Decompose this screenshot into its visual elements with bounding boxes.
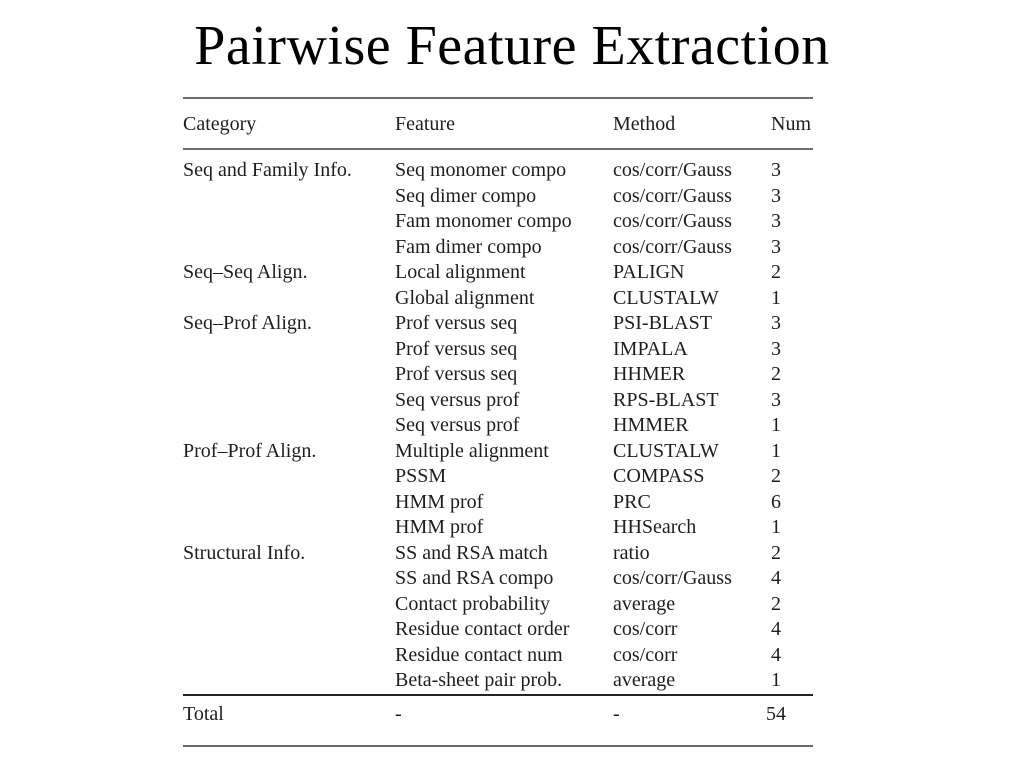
cell-num: 3: [771, 388, 781, 411]
cell-feature: Global alignment: [395, 286, 535, 309]
cell-method: COMPASS: [613, 465, 705, 487]
cell-num: 1: [771, 439, 781, 462]
cell-feature: Local alignment: [395, 261, 526, 283]
table-row: [183, 617, 813, 643]
table-row: [183, 184, 813, 210]
cell-method: cos/corr/Gauss: [613, 210, 732, 232]
cell-feature: Fam monomer compo: [395, 210, 572, 232]
cell-feature: PSSM: [395, 465, 447, 487]
table-footer: [183, 695, 813, 746]
table-row: [183, 566, 813, 592]
table-row: [183, 286, 813, 312]
cell-method: CLUSTALW: [613, 439, 719, 462]
table-body: [183, 149, 813, 695]
table-row: [183, 490, 813, 516]
cell-num: 1: [771, 414, 781, 436]
cell-num: 3: [771, 159, 781, 181]
cell-num: 3: [771, 312, 781, 334]
cell-num: 4: [771, 618, 781, 640]
cell-category: [183, 235, 395, 261]
cell-num: 1: [771, 286, 781, 309]
cell-category: [183, 515, 395, 541]
table-row: [183, 311, 813, 337]
cell-category: [183, 592, 395, 618]
cell-num: 4: [771, 643, 781, 666]
cell-method: PRC: [613, 490, 651, 513]
cell-method: PALIGN: [613, 261, 685, 283]
cell-method: HMMER: [613, 414, 689, 436]
cell-num: 1: [771, 669, 781, 691]
cell-method: HHSearch: [613, 516, 697, 538]
cell-feature: Seq dimer compo: [395, 184, 537, 207]
cell-num: 2: [771, 261, 781, 283]
col-header-method: Method: [613, 113, 676, 135]
cell-feature: Prof versus seq: [395, 363, 518, 385]
table-row: [183, 541, 813, 567]
cell-category: [183, 464, 395, 490]
cell-method: IMPALA: [613, 337, 688, 360]
cell-category: [183, 362, 395, 388]
cell-feature: Seq monomer compo: [395, 159, 567, 181]
cell-feature: Contact probability: [395, 592, 550, 615]
cell-num: 2: [771, 465, 781, 487]
cell-category: [183, 209, 395, 235]
cell-method: cos/corr: [613, 618, 678, 640]
total-label: Total: [183, 702, 224, 725]
cell-category: [183, 617, 395, 643]
cell-category: [183, 413, 395, 439]
header-row: [183, 98, 813, 149]
cell-method: cos/corr/Gauss: [613, 184, 732, 207]
table-row: [183, 235, 813, 261]
cell-category: [183, 388, 395, 414]
table-row: [183, 464, 813, 490]
cell-category: [183, 668, 395, 695]
cell-category: [183, 643, 395, 669]
cell-feature: Seq versus prof: [395, 388, 520, 411]
cell-feature: SS and RSA compo: [395, 567, 554, 589]
cell-feature: Beta-sheet pair prob.: [395, 669, 563, 691]
cell-category: [183, 566, 395, 592]
cell-feature: HMM prof: [395, 516, 484, 538]
cell-num: 3: [771, 210, 781, 232]
cell-category: Prof–Prof Align.: [183, 439, 317, 462]
feature-extraction-table: [183, 97, 813, 747]
cell-num: 6: [771, 490, 781, 513]
cell-method: average: [613, 669, 676, 691]
cell-category: Seq and Family Info.: [183, 159, 352, 181]
table-row: [183, 362, 813, 388]
table-row: [183, 413, 813, 439]
cell-category: [183, 490, 395, 516]
table-row: [183, 668, 813, 695]
cell-num: 3: [771, 235, 781, 258]
cell-method: CLUSTALW: [613, 286, 719, 309]
total-num-value: 54: [766, 702, 786, 725]
table-row: [183, 643, 813, 669]
cell-num: 2: [771, 363, 781, 385]
table-row: [183, 388, 813, 414]
cell-method: ratio: [613, 541, 650, 564]
slide-title: Pairwise Feature Extraction: [194, 15, 830, 77]
table-row: [183, 337, 813, 363]
cell-category: [183, 337, 395, 363]
cell-feature: Residue contact order: [395, 618, 570, 640]
cell-method: cos/corr/Gauss: [613, 159, 732, 181]
cell-feature: Prof versus seq: [395, 337, 518, 360]
col-header-feature: Feature: [395, 113, 455, 135]
cell-feature: Prof versus seq: [395, 312, 518, 334]
cell-feature: Fam dimer compo: [395, 235, 542, 258]
cell-category: [183, 184, 395, 210]
cell-category: [183, 286, 395, 312]
cell-num: 1: [771, 516, 781, 538]
cell-num: 2: [771, 541, 781, 564]
pairwise-feature-table: [183, 97, 813, 747]
cell-method: cos/corr/Gauss: [613, 235, 732, 258]
total-feature: -: [395, 702, 402, 725]
cell-num: 4: [771, 567, 781, 589]
col-header-category: Category: [183, 113, 257, 135]
col-header-num: Num: [771, 113, 811, 135]
table-header: [183, 98, 813, 149]
cell-category: Structural Info.: [183, 541, 306, 564]
cell-method: cos/corr: [613, 643, 678, 666]
cell-method: HHMER: [613, 363, 686, 385]
table-row: [183, 149, 813, 184]
cell-num: 2: [771, 592, 781, 615]
cell-feature: Multiple alignment: [395, 439, 549, 462]
cell-method: RPS-BLAST: [613, 388, 719, 411]
total-method: -: [613, 702, 620, 725]
total-row: [183, 695, 813, 746]
cell-feature: Residue contact num: [395, 643, 563, 666]
cell-feature: HMM prof: [395, 490, 484, 513]
table-row: [183, 260, 813, 286]
cell-method: cos/corr/Gauss: [613, 567, 732, 589]
cell-feature: Seq versus prof: [395, 414, 520, 436]
cell-method: average: [613, 592, 676, 615]
table-row: [183, 515, 813, 541]
cell-method: PSI-BLAST: [613, 312, 712, 334]
cell-category: Seq–Prof Align.: [183, 312, 312, 334]
table-row: [183, 592, 813, 618]
table-row: [183, 439, 813, 465]
cell-num: 3: [771, 184, 781, 207]
table-row: [183, 209, 813, 235]
cell-category: Seq–Seq Align.: [183, 261, 308, 283]
cell-feature: SS and RSA match: [395, 541, 548, 564]
cell-num: 3: [771, 337, 781, 360]
